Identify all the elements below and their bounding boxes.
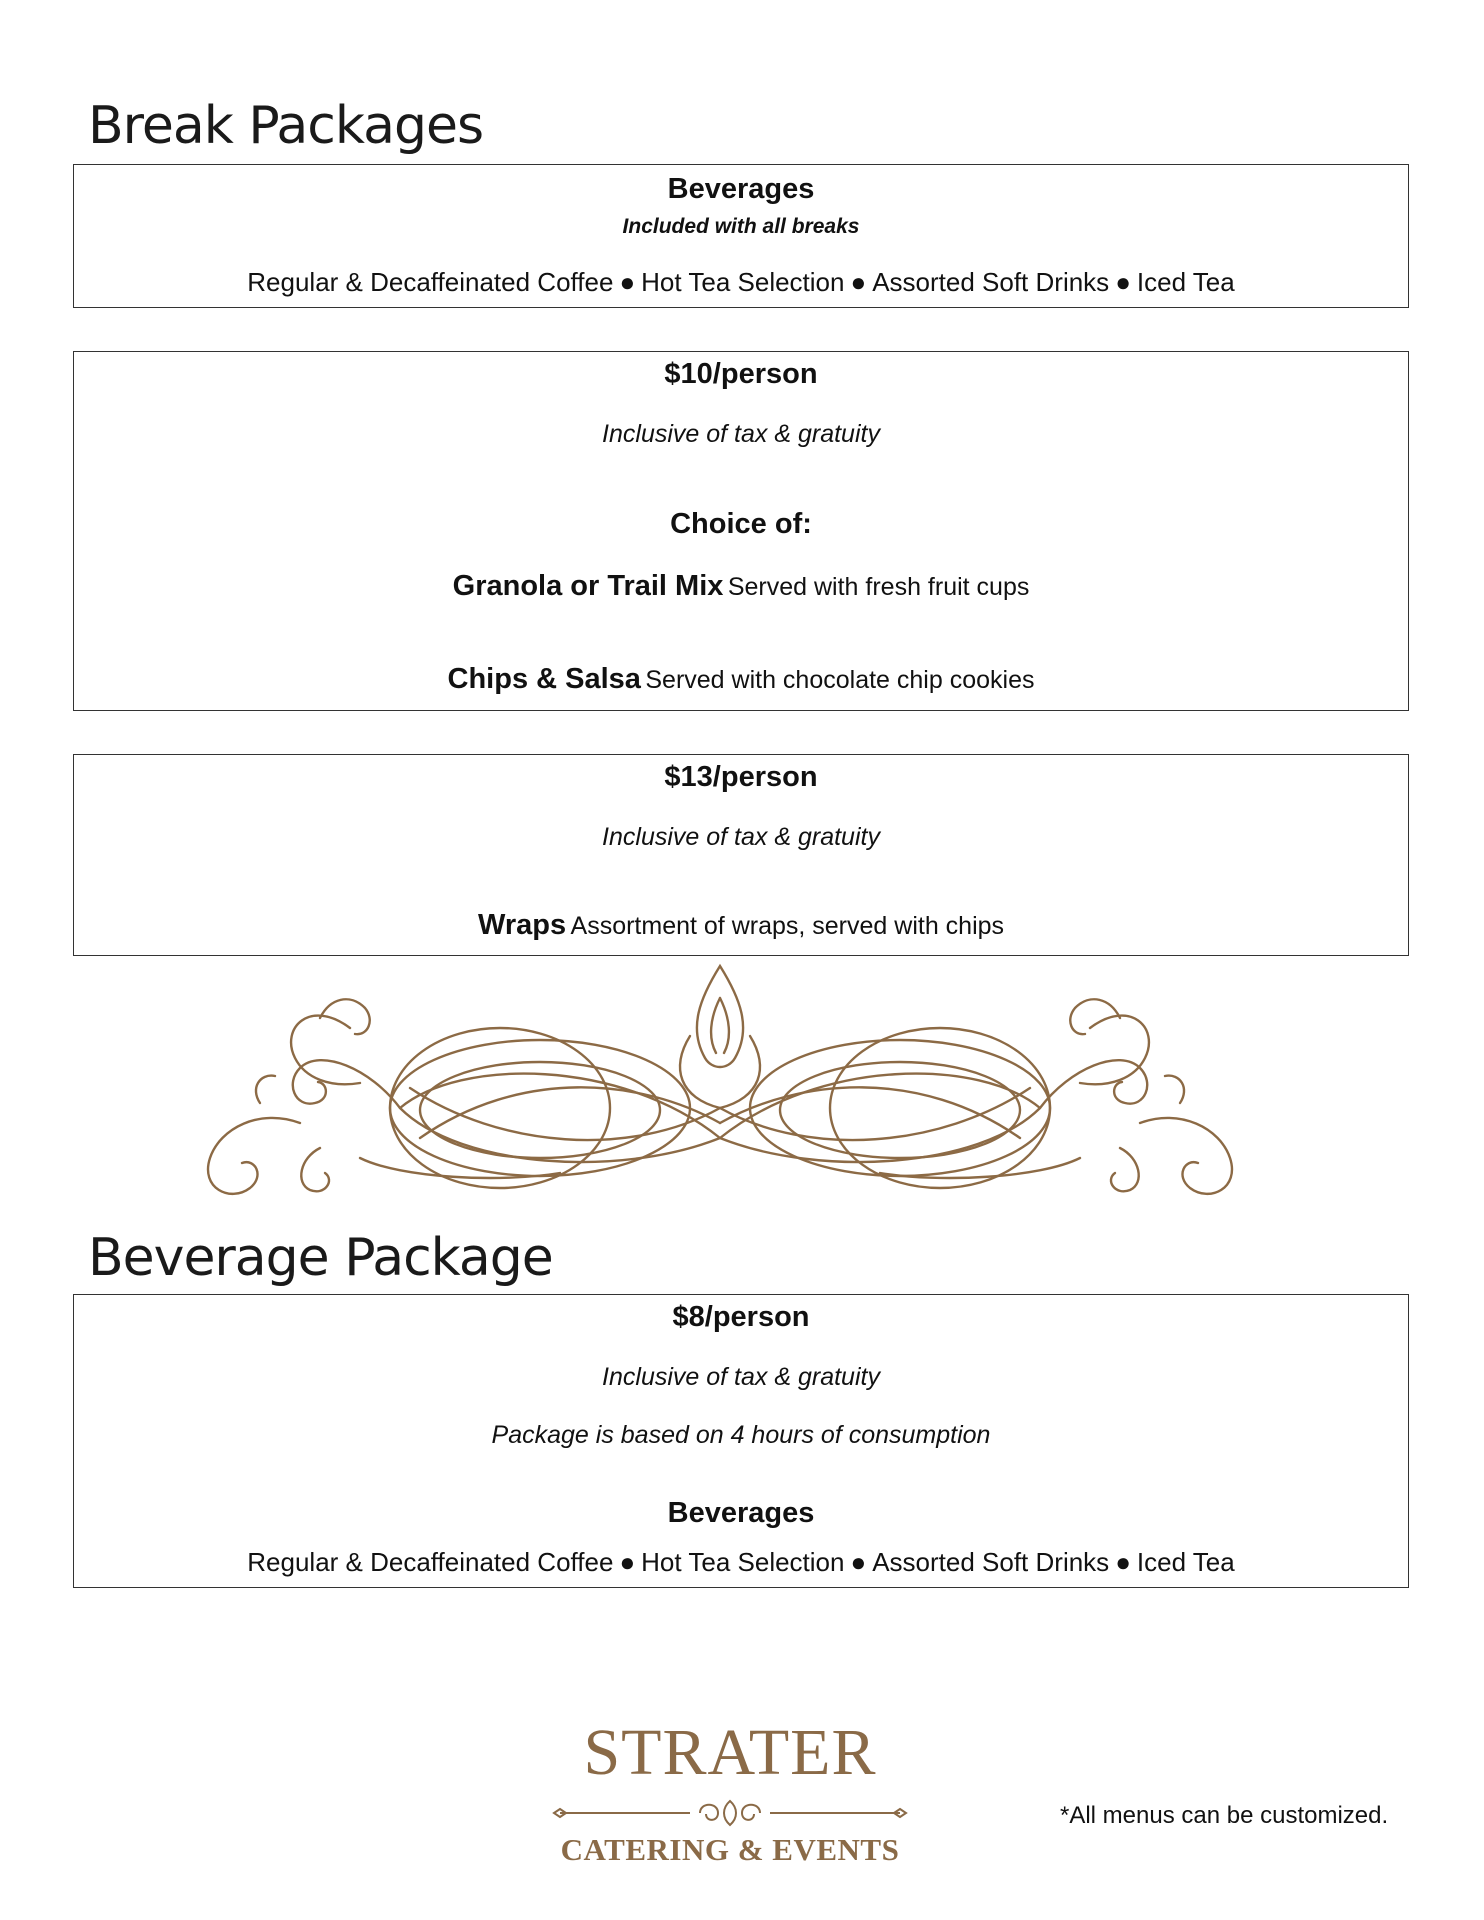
strater-logo bbox=[540, 1716, 920, 1880]
flourish-ornament bbox=[200, 958, 1240, 1208]
option-name: Granola or Trail Mix bbox=[452, 570, 724, 602]
package-13-box bbox=[73, 754, 1409, 956]
beverages-heading: Beverages bbox=[667, 173, 815, 205]
bullet-separator: ● bbox=[1115, 267, 1131, 297]
beverage-package-heading: Beverages bbox=[667, 1497, 815, 1529]
beverages-list bbox=[74, 267, 1408, 298]
option-chips-salsa bbox=[74, 663, 1408, 696]
beverage-item: Regular & Decaffeinated Coffee bbox=[247, 267, 614, 297]
package-10-box bbox=[73, 351, 1409, 711]
option-description: Assortment of wraps, served with chips bbox=[570, 912, 1005, 940]
beverage-package-box bbox=[73, 1294, 1409, 1588]
logo-subtitle: CATERING & EVENTS bbox=[560, 1832, 900, 1867]
beverages-included-box bbox=[73, 164, 1409, 308]
logo-name: STRATER bbox=[583, 1716, 877, 1789]
option-name: Chips & Salsa bbox=[447, 663, 641, 695]
customization-footnote: *All menus can be customized. bbox=[1060, 1802, 1389, 1829]
beverage-item: Iced Tea bbox=[1136, 267, 1235, 297]
beverage-item: Assorted Soft Drinks bbox=[872, 1547, 1110, 1577]
option-granola bbox=[74, 570, 1408, 603]
option-description: Served with fresh fruit cups bbox=[727, 573, 1030, 601]
beverage-package-hours-note: Package is based on 4 hours of consumption bbox=[491, 1421, 991, 1449]
package-10-tax-note: Inclusive of tax & gratuity bbox=[602, 420, 880, 448]
bullet-separator: ● bbox=[619, 1547, 636, 1577]
option-description: Served with chocolate chip cookies bbox=[645, 666, 1035, 694]
beverage-package-list bbox=[74, 1547, 1408, 1578]
beverage-item: Assorted Soft Drinks bbox=[872, 267, 1110, 297]
logo-divider-ornament bbox=[550, 1798, 910, 1828]
beverage-package-title: Beverage Package bbox=[88, 1228, 553, 1288]
bullet-separator: ● bbox=[850, 267, 867, 297]
package-13-price: $13/person bbox=[664, 761, 818, 793]
break-packages-title: Break Packages bbox=[88, 96, 484, 156]
beverage-package-tax-note: Inclusive of tax & gratuity bbox=[602, 1363, 880, 1391]
beverage-package-price: $8/person bbox=[672, 1301, 810, 1333]
beverage-item: Hot Tea Selection bbox=[641, 1547, 845, 1577]
package-13-tax-note: Inclusive of tax & gratuity bbox=[602, 823, 880, 851]
bullet-separator: ● bbox=[619, 267, 636, 297]
choice-of-heading: Choice of: bbox=[670, 508, 812, 540]
bullet-separator: ● bbox=[1115, 1547, 1131, 1577]
beverage-item: Regular & Decaffeinated Coffee bbox=[247, 1547, 614, 1577]
option-name: Wraps bbox=[477, 909, 567, 941]
beverage-item: Iced Tea bbox=[1136, 1547, 1235, 1577]
option-wraps bbox=[74, 909, 1408, 942]
beverages-included-note: Included with all breaks bbox=[622, 215, 860, 238]
flourish-strokes bbox=[208, 966, 1232, 1194]
package-10-price: $10/person bbox=[664, 358, 818, 390]
bullet-separator: ● bbox=[850, 1547, 867, 1577]
beverage-item: Hot Tea Selection bbox=[641, 267, 845, 297]
